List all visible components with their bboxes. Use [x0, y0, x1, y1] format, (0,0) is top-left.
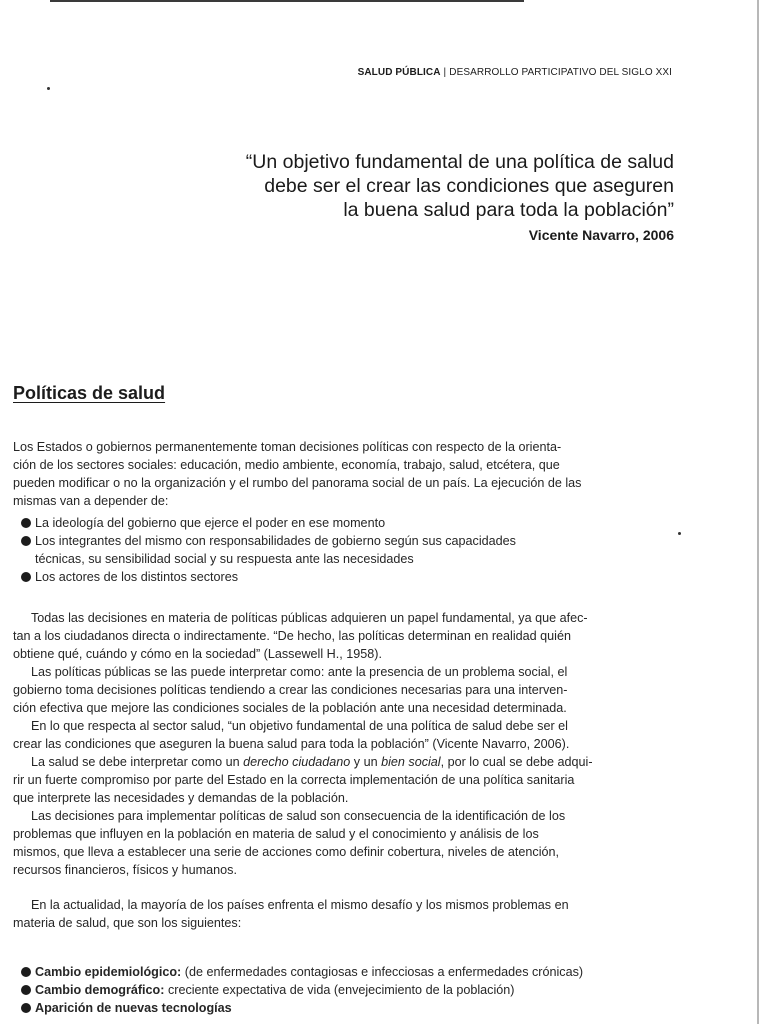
text-line: que interprete las necesidades y demandas de la población.	[13, 791, 349, 805]
text-run: La salud se debe interpretar como un	[31, 755, 244, 769]
text-line: rir un fuerte compromiso por parte del Estado en la correcta implementación de una política sanitaria	[13, 773, 575, 787]
body-text	[13, 609, 713, 932]
text-line: tan a los ciudadanos directa o indirectamente. “De hecho, las políticas determinan en realidad quién	[13, 629, 571, 643]
text-line: En la actualidad, la mayoría de los países enfrenta el mismo desafío y los mismos problemas en	[31, 898, 569, 912]
bullet-icon	[21, 985, 31, 995]
list-item-text: creciente expectativa de vida (envejecimiento de la población)	[164, 983, 515, 997]
bullet-icon	[21, 518, 31, 528]
running-header	[358, 67, 672, 78]
list-item	[17, 999, 717, 1017]
bullet-icon	[21, 967, 31, 977]
text-line	[13, 753, 713, 771]
bullet-icon	[21, 536, 31, 546]
text-line: ción efectiva que mejore las condiciones sociales de la población ante una necesidad determinada.	[13, 701, 567, 715]
list-item	[17, 532, 717, 550]
text-line: problemas que influyen en la población en materia de salud y el conocimiento y análisis de los	[13, 827, 539, 841]
text-line: mismas van a depender de:	[13, 494, 169, 508]
text-line: Las políticas públicas se las puede interpretar como: ante la presencia de un problema social, el	[31, 665, 568, 679]
list-item-continuation: técnicas, su sensibilidad social y su respuesta ante las necesidades	[35, 552, 414, 566]
list-item	[17, 963, 717, 981]
problem-list	[17, 963, 717, 1017]
text-line: materia de salud, que son los siguientes:	[13, 916, 242, 930]
text-run: , por lo cual se debe adqui-	[440, 755, 593, 769]
list-item	[17, 568, 717, 586]
list-item	[17, 981, 717, 999]
text-line: recursos financieros, físicos y humanos.	[13, 863, 237, 877]
text-line: ción de los sectores sociales: educación, medio ambiente, economía, trabajo, salud, etcétera, que	[13, 458, 560, 472]
running-header-section: SALUD PÚBLICA	[357, 67, 441, 78]
text-line: Todas las decisiones en materia de políticas públicas adquieren un papel fundamental, ya que afec-	[31, 611, 588, 625]
section-title: Políticas de salud	[13, 383, 166, 403]
list-item	[17, 514, 717, 532]
text-line: obtiene qué, cuándo y cómo en la sociedad” (Lassewell H., 1958).	[13, 647, 382, 661]
text-line: Los Estados o gobiernos permanentemente toman decisiones políticas con respecto de la orienta-	[13, 440, 562, 454]
scan-speck	[47, 87, 50, 90]
list-item-label: Aparición de nuevas tecnologías	[35, 1001, 232, 1015]
emphasis-bien-social: bien social	[381, 755, 441, 769]
text-line: mismos, que lleva a establecer una serie de acciones como definir cobertura, niveles de atención,	[13, 845, 560, 859]
text-line: En lo que respecta al sector salud, “un objetivo fundamental de una política de salud debe ser el	[31, 719, 568, 733]
text-line: Las decisiones para implementar políticas de salud son consecuencia de la identificación de los	[31, 809, 566, 823]
epigraph-line: debe ser el crear las condiciones que aseguren	[264, 175, 674, 197]
list-item-label: Cambio demográfico:	[35, 983, 165, 997]
bullet-icon	[21, 572, 31, 582]
list-item-text: (de enfermedades contagiosas e infecciosas a enfermedades crónicas)	[181, 965, 584, 979]
intro-paragraph	[13, 438, 713, 510]
text-line: pueden modificar o no la organización y el rumbo del panorama social de un país. La ejecución de las	[13, 476, 582, 490]
epigraph-author: Vicente Navarro, 2006	[528, 227, 674, 243]
text-run: y un	[350, 755, 382, 769]
text-line: crear las condiciones que aseguren la buena salud para toda la población” (Vicente Navarro, 2006).	[13, 737, 570, 751]
list-item-label: Cambio epidemiológico:	[35, 965, 182, 979]
emphasis-derecho-ciudadano: derecho ciudadano	[243, 755, 351, 769]
list-item-text: La ideología del gobierno que ejerce el poder en ese momento	[35, 516, 386, 530]
top-edge-rule	[50, 0, 524, 2]
list-item-text: Los integrantes del mismo con responsabilidades de gobierno según sus capacidades	[35, 534, 516, 548]
text-line: gobierno toma decisiones políticas tendiendo a crear las condiciones necesarias para una interven-	[13, 683, 568, 697]
running-header-separator: |	[443, 67, 447, 78]
epigraph-line: “Un objetivo fundamental de una política de salud	[245, 151, 674, 173]
paragraph-gap	[13, 879, 713, 896]
factor-list	[17, 514, 717, 586]
epigraph-line: la buena salud para toda la población”	[343, 199, 674, 221]
running-header-subtitle: DESARROLLO PARTICIPATIVO DEL SIGLO XXI	[449, 67, 672, 78]
list-item-text: Los actores de los distintos sectores	[35, 570, 239, 584]
bullet-icon	[21, 1003, 31, 1013]
epigraph	[114, 150, 674, 245]
page-edge-shadow	[757, 0, 759, 1024]
